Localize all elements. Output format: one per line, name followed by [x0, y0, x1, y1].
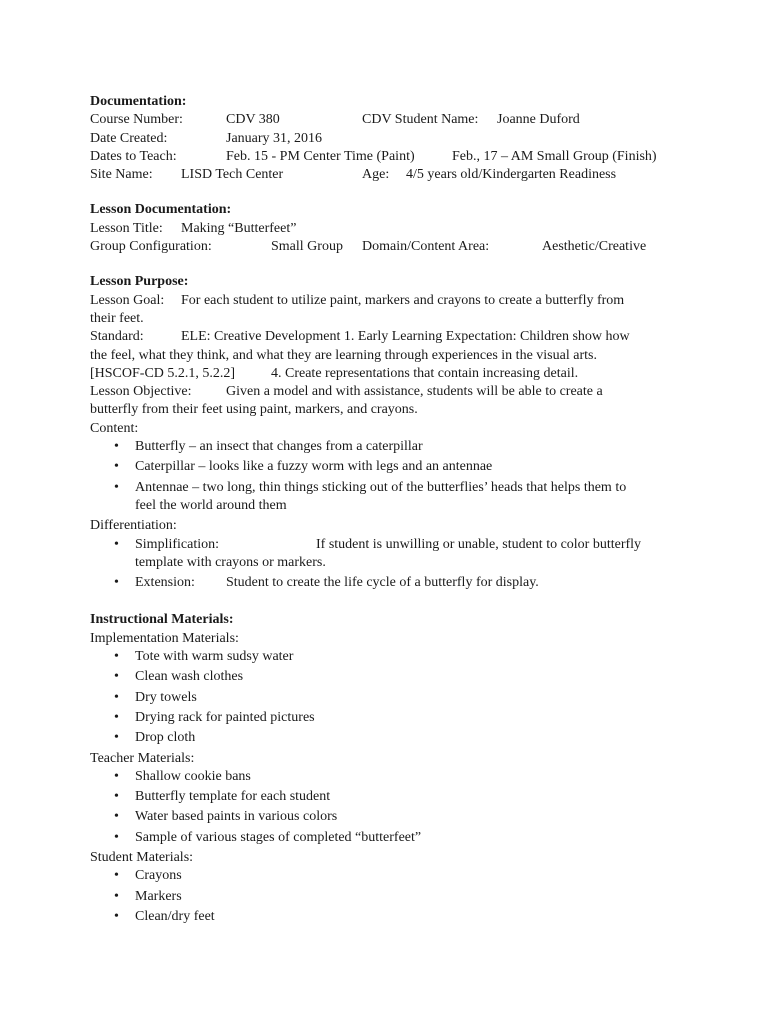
bullet-icon: •	[114, 888, 119, 904]
bullet-icon: •	[114, 829, 119, 845]
domain-label: Domain/Content Area:	[362, 239, 490, 255]
standard-reference-row	[90, 365, 690, 383]
list-item-text: Water based paints in various colors	[135, 809, 338, 825]
site-name-row	[90, 166, 690, 184]
course-number-value: CDV 380	[226, 112, 280, 128]
age-label: Age:	[362, 167, 390, 183]
list-item	[90, 438, 690, 456]
content-list	[90, 438, 690, 515]
content-label: Content:	[90, 420, 139, 436]
list-item	[90, 768, 690, 786]
list-item-text: Butterfly template for each student	[135, 789, 331, 805]
bullet-icon: •	[114, 730, 119, 746]
bullet-icon: •	[114, 649, 119, 665]
list-item-text: Caterpillar – looks like a fuzzy worm with legs and an antennae	[135, 459, 493, 475]
teacher-materials-label: Teacher Materials:	[90, 750, 195, 766]
list-item	[90, 729, 690, 747]
list-item-text: Butterfly – an insect that changes from a caterpillar	[135, 439, 423, 455]
simplification-label: Simplification:	[135, 536, 219, 552]
standard-label: Standard:	[90, 329, 144, 345]
bullet-icon: •	[114, 709, 119, 725]
group-configuration-label: Group Configuration:	[90, 239, 212, 255]
bullet-icon: •	[114, 669, 119, 685]
lesson-goal-row	[90, 292, 690, 310]
bullet-icon: •	[114, 768, 119, 784]
list-item	[90, 867, 690, 885]
date-created-value: January 31, 2016	[226, 130, 323, 146]
list-item	[90, 479, 690, 516]
domain-value: Aesthetic/Creative	[542, 239, 647, 255]
bullet-icon: •	[114, 479, 119, 495]
implementation-materials-list	[90, 648, 690, 747]
lesson-objective-label: Lesson Objective:	[90, 384, 192, 400]
list-item-text: Sample of various stages of completed “butterfeet”	[135, 829, 422, 845]
lesson-title-value: Making “Butterfeet”	[181, 220, 297, 236]
document-page	[90, 93, 690, 928]
documentation-heading: Documentation:	[90, 94, 187, 109]
extension-label: Extension:	[135, 575, 195, 591]
site-name-label: Site Name:	[90, 167, 153, 183]
list-item	[90, 648, 690, 666]
lesson-goal-text: For each student to utilize paint, markers and crayons to create a butterfly from	[181, 292, 625, 308]
lesson-title-row	[90, 220, 690, 238]
student-materials-list	[90, 867, 690, 926]
bullet-icon: •	[114, 789, 119, 805]
list-item-text: Clean/dry feet	[135, 908, 215, 924]
bullet-icon: •	[114, 689, 119, 705]
list-item	[90, 808, 690, 826]
lesson-objective-row	[90, 383, 690, 401]
list-item	[90, 574, 690, 592]
dates-to-teach-label: Dates to Teach:	[90, 148, 177, 164]
student-name-label: CDV Student Name:	[362, 112, 479, 128]
extension-text: Student to create the life cycle of a butterfly for display.	[226, 575, 539, 591]
lesson-goal-continued: their feet.	[90, 310, 144, 326]
lesson-objective-text: Given a model and with assistance, students will be able to create a	[226, 384, 603, 400]
differentiation-list	[90, 536, 690, 593]
list-item-text: Antennae – two long, thin things sticking out of the butterflies’ heads that helps them to	[135, 479, 627, 495]
list-item-text: Drop cloth	[135, 730, 196, 746]
bullet-icon: •	[114, 575, 119, 591]
bullet-icon: •	[114, 459, 119, 475]
teacher-materials-list	[90, 768, 690, 847]
lesson-documentation-heading: Lesson Documentation:	[90, 202, 232, 218]
list-item-text: Tote with warm sudsy water	[135, 649, 294, 665]
group-configuration-value: Small Group	[271, 239, 343, 255]
bullet-icon: •	[114, 536, 119, 552]
standard-row	[90, 328, 690, 346]
standard-text: ELE: Creative Development 1. Early Learning Expectation: Children show how	[181, 329, 630, 345]
bullet-icon: •	[114, 868, 119, 884]
list-item-text: Markers	[135, 888, 182, 904]
student-materials-label: Student Materials:	[90, 849, 194, 865]
standard-reference: [HSCOF-CD 5.2.1, 5.2.2]	[90, 365, 236, 381]
lesson-objective-continued: butterfly from their feet using paint, markers, and crayons.	[90, 402, 418, 418]
list-item	[90, 908, 690, 926]
date-created-row	[90, 130, 690, 148]
standard-expectation: 4. Create representations that contain increasing detail.	[271, 365, 579, 381]
list-item-text: Crayons	[135, 868, 182, 884]
dates-to-teach-value-1: Feb. 15 - PM Center Time (Paint)	[226, 148, 415, 164]
differentiation-label: Differentiation:	[90, 518, 177, 534]
list-item	[90, 788, 690, 806]
list-item	[90, 668, 690, 686]
site-name-value: LISD Tech Center	[181, 167, 284, 183]
bullet-icon: •	[114, 809, 119, 825]
dates-to-teach-value-2: Feb., 17 – AM Small Group (Finish)	[452, 148, 657, 164]
list-item	[90, 709, 690, 727]
list-item-text: Dry towels	[135, 689, 197, 705]
implementation-materials-label: Implementation Materials:	[90, 630, 239, 646]
list-item	[90, 888, 690, 906]
instructional-materials-heading: Instructional Materials:	[90, 612, 234, 628]
dates-to-teach-row	[90, 148, 690, 166]
list-item-text: Clean wash clothes	[135, 669, 244, 685]
simplification-text: If student is unwilling or unable, student to color butterfly	[316, 536, 642, 552]
bullet-icon: •	[114, 908, 119, 924]
list-item	[90, 458, 690, 476]
list-item	[90, 829, 690, 847]
student-name-value: Joanne Duford	[497, 112, 580, 128]
list-item	[90, 536, 690, 573]
course-number-label: Course Number:	[90, 112, 183, 128]
lesson-goal-label: Lesson Goal:	[90, 292, 165, 308]
simplification-text-continued: template with crayons or markers.	[135, 554, 326, 570]
list-item-text: Shallow cookie bans	[135, 768, 251, 784]
list-item-text-continued: feel the world around them	[135, 497, 287, 513]
group-configuration-row	[90, 238, 690, 256]
course-number-row	[90, 111, 690, 129]
age-value: 4/5 years old/Kindergarten Readiness	[406, 167, 617, 183]
list-item	[90, 689, 690, 707]
standard-continued: the feel, what they think, and what they are learning through experiences in the visual arts.	[90, 347, 597, 363]
bullet-icon: •	[114, 439, 119, 455]
lesson-title-label: Lesson Title:	[90, 220, 163, 236]
date-created-label: Date Created:	[90, 130, 168, 146]
list-item-text: Drying rack for painted pictures	[135, 709, 315, 725]
lesson-purpose-heading: Lesson Purpose:	[90, 274, 189, 290]
